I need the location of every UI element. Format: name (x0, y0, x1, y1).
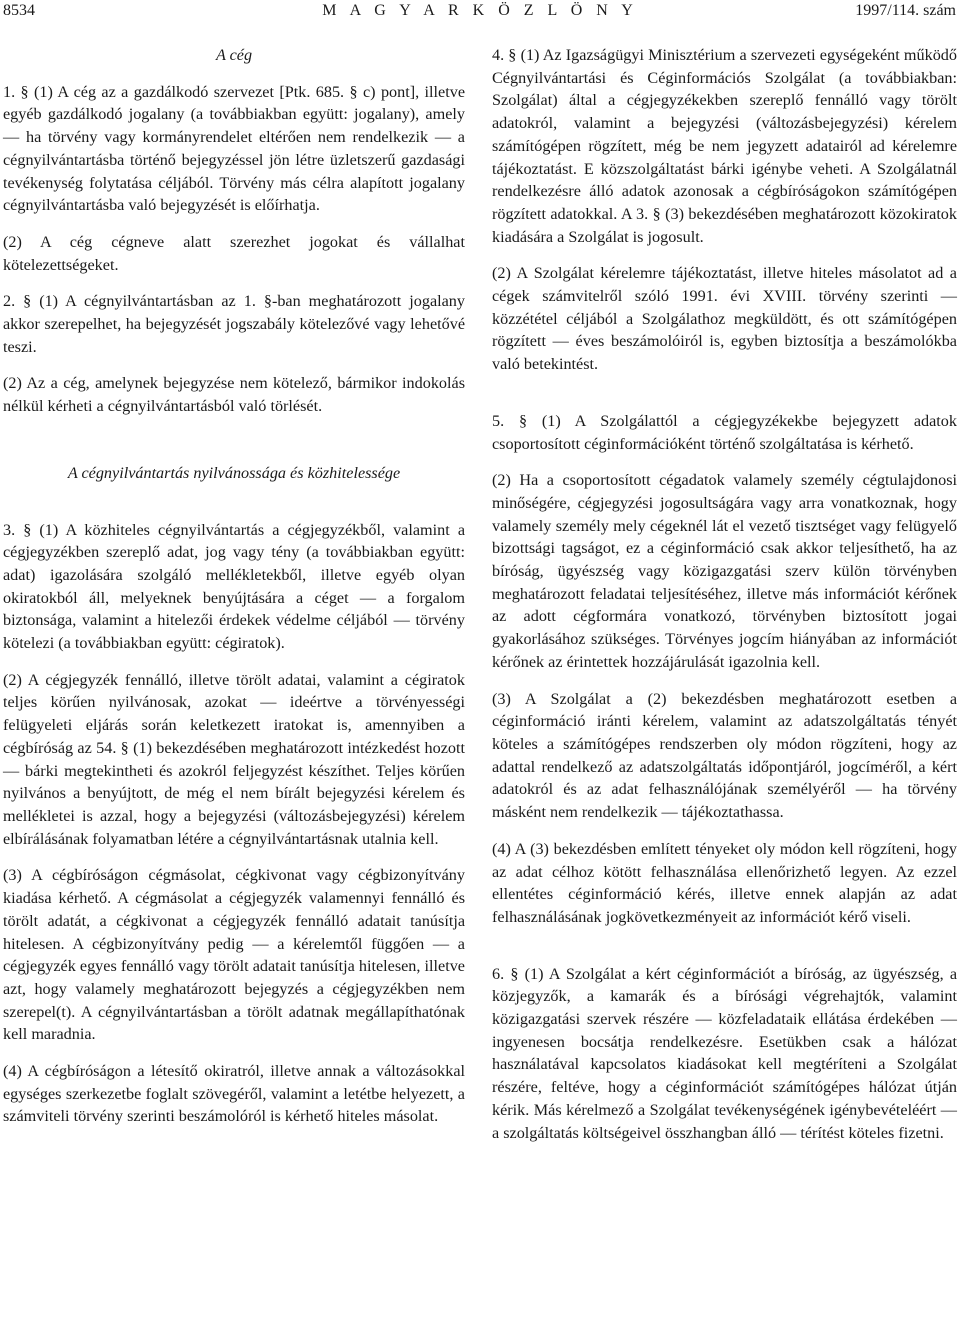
paragraph-5-1: 5. § (1) A Szolgálattól a cégjegyzékekbe bejegyzett adatok csoportosított céginformációként történő szolgáltatása is kérhető. (492, 411, 957, 453)
paragraph-2-2: (2) Az a cég, amelynek bejegyzése nem kötelező, bármikor indokolás nélkül kérheti a cégnyilvántartásból való törlését. (3, 374, 465, 416)
left-column (3, 44, 465, 1128)
paragraph-3-3: (3) A cégbíróságon cégmásolat, cégkivonat vagy cégbizonyítvány kiadása kérhető. A cégmásolat a cégjegyzék valamennyi fennálló és törölt adatát, a cégkivonat a cégjegyzék fennálló adatait tanúsítja hitelesen. A cégbizonyítvány pedig — a kérelemtől függően — a cégjegyzék egyes fennálló vagy törölt adatait tanúsítja hitelesen, illetve azt, hogy valamely meghatározott bejegyzés a cégjegyzékben nem szerepel(t). A cégnyilvántartásban a törölt adatnak megállapíthatónak kell maradnia. (3, 866, 465, 1044)
paragraph-1: 1. § (1) A cég az a gazdálkodó szervezet [Ptk. 685. § c) pont], illetve egyéb gazdálkodó jogalany (a továbbiakban együtt: jogalany), amely — ha törvény vagy kormányrendelet eltérően nem rendelkezik — a cégnyilvántartásba történő bejegyzéssel jön létre üzletszerű gazdasági tevékenység folytatása céljából. Törvény más célra alapított jogalany cégnyilvántartásba való bejegyzését is előírhatja. (3, 82, 465, 215)
section-title-company: A cég (215, 46, 253, 64)
paragraph-3-4: (4) A cégbíróságon a létesítő okiratról, illetve annak a változásokkal egységes szerkezetbe foglalt szövegéről, valamint a letétbe helyezett, a számviteli törvény szerinti beszámolóról is kérhető hiteles másolat. (3, 1062, 465, 1126)
page-header (0, 2, 960, 30)
paragraph-3-2: (2) A cégjegyzék fennálló, illetve törölt adatai, valamint a cégiratok teljes körűen nyilvánosak, azokat — ideértve a törvényességi felügyeleti eljárás során keletkezett iratokat is, amennyiben a cégbíróság az 54. § (1) bekezdésében meghatározott intézkedést hozott — bárki megtekintheti és azokról feljegyzést készíthet. Teljes körűen nyilvános a benyújtott, de még el nem bírált bejegyzési kérelem és mellékletei is azzal, hogy a bejegyzési (változásbejegyzési) kérelem elbírálásának folyamatban létére a cégnyilvántartásnak utalnia kell. (3, 670, 465, 848)
paragraph-1-2: (2) A cég cégneve alatt szerezhet jogokat és vállalhat kötelezettségeket. (3, 232, 465, 274)
paragraph-3-1: 3. § (1) A közhiteles cégnyilvántartás a cégjegyzékből, valamint a cégjegyzékben szereplő adat, jog vagy tény (a továbbiakban együtt: adat) igazolására szolgáló mellékletekből, illetve egyéb olyan okiratokból áll, melyeknek benyújtására a céget — a forgalom biztonsága, valamint a hitelezői érdekek védelme céljából — törvény kötelezi (a továbbiakban együtt: cégiratok). (3, 520, 465, 653)
paragraph-4-2: (2) A Szolgálat kérelemre tájékoztatást, illetve hiteles másolatot ad a cégek számvitelről szóló 1991. évi XVIII. törvény szerinti — közzététel céljából a Szolgálathoz megküldött, és ott számítógépen rögzített — éves beszámolóiról is, egyben biztosítja a beszámolókba való betekintést. (492, 264, 957, 374)
paragraph-5-2: (2) Ha a csoportosított cégadatok valamely személy cégtulajdonosi minőségére, cégjegyzési jogosultságára vagy arra vonatkoznak, hogy valamely személy mely cégeknél lát el vezető tisztséget vagy felügyelő bizottsági tagságot, ez a céginformáció csak akkor teljesíthető, ha az bíróság, ügyészség vagy közigazgatási szerv külön törvényben meghatározott feladatai teljesítéséhez, illetve más információt kérőnek az adott cégformára vonatkozó, törvényben biztosított jogai gyakorlásához szükséges. Törvényes jogcím hiányában az információt kérőnek az érintettek hozzájárulását igazolnia kell. (492, 471, 957, 671)
paragraph-4-1: 4. § (1) Az Igazságügyi Minisztérium a szervezeti egységeként működő Cégnyilvántartási és Céginformációs Szolgálat (a továbbiakban: Szolgálat) által a cégjegyzékekben szereplő fennálló vagy törölt adatokról, valamint a bejegyzési (változásbejegyzési) kérelem számítógépen rögzített, még be nem jegyzett adatairól ad kérelemre tájékoztatást. E közszolgáltatást bárki igénybe veheti. A Szolgálatnál rendelkezésre álló adatok azonosak a cégbíróságokon számítógépen rögzített adatokkal. A 3. § (3) bekezdésében meghatározott közokiratok kiadására a Szolgálat is jogosult. (492, 46, 957, 246)
page-number: 8534 (3, 2, 35, 19)
right-column (492, 44, 957, 1144)
paragraph-2-1: 2. § (1) A cégnyilvántartásban az 1. §-ban meghatározott jogalany akkor szerepelhet, ha bejegyzését jogszabály kötelezővé vagy lehetővé teszi. (3, 292, 465, 356)
section-title-publicity: A cégnyilvántartás nyilvánossága és közhitelessége (67, 463, 401, 482)
paragraph-5-4: (4) A (3) bekezdésben említett tényeket oly módon kell rögzíteni, hogy az adat célhoz kötött felhasználása ellenőrizhető legyen. Az ezzel ellentétes céginformáció kérés, illetve ennek alapján az adat felhasználásának jogkövetkezményeit az információt kérő viseli. (492, 839, 957, 926)
paragraph-6-1: 6. § (1) A Szolgálat a kért céginformációt a bíróság, az ügyészség, a közjegyzők, a kamarák és a bírósági végrehajtók, valamint közigazgatási szervek részére — közfeladataik ellátása érdekében — ingyenesen bocsátja rendelkezésre. Esetükben csak a hálózat használatával kapcsolatos kiadásokat kell megtéríteni a Szolgálat részére, feltéve, hogy a céginformációt számítógépes hálózat útján kérik. Más kérelmező a Szolgálat tevékenységének igénybevételéért — a szolgáltatás költségeivel összhangban álló — térítést köteles fizetni. (492, 964, 957, 1142)
journal-title: M A G Y A R K Ö Z L Ö N Y (322, 2, 638, 19)
paragraph-5-3: (3) A Szolgálat a (2) bekezdésben meghatározott esetben a céginformáció iránti kérelem, valamint az adatszolgáltatás tényét köteles a számítógépes rendszerben oly módon rögzíteni, hogy az adattal rendelkező az adatszolgáltatás időpontjáról, jogcíméről, a kért adatokról és az adat felhasználójának személyéről — ha törvény másként nem rendelkezik — tájékoztathassa. (492, 689, 957, 822)
issue-number: 1997/114. szám (855, 2, 956, 19)
